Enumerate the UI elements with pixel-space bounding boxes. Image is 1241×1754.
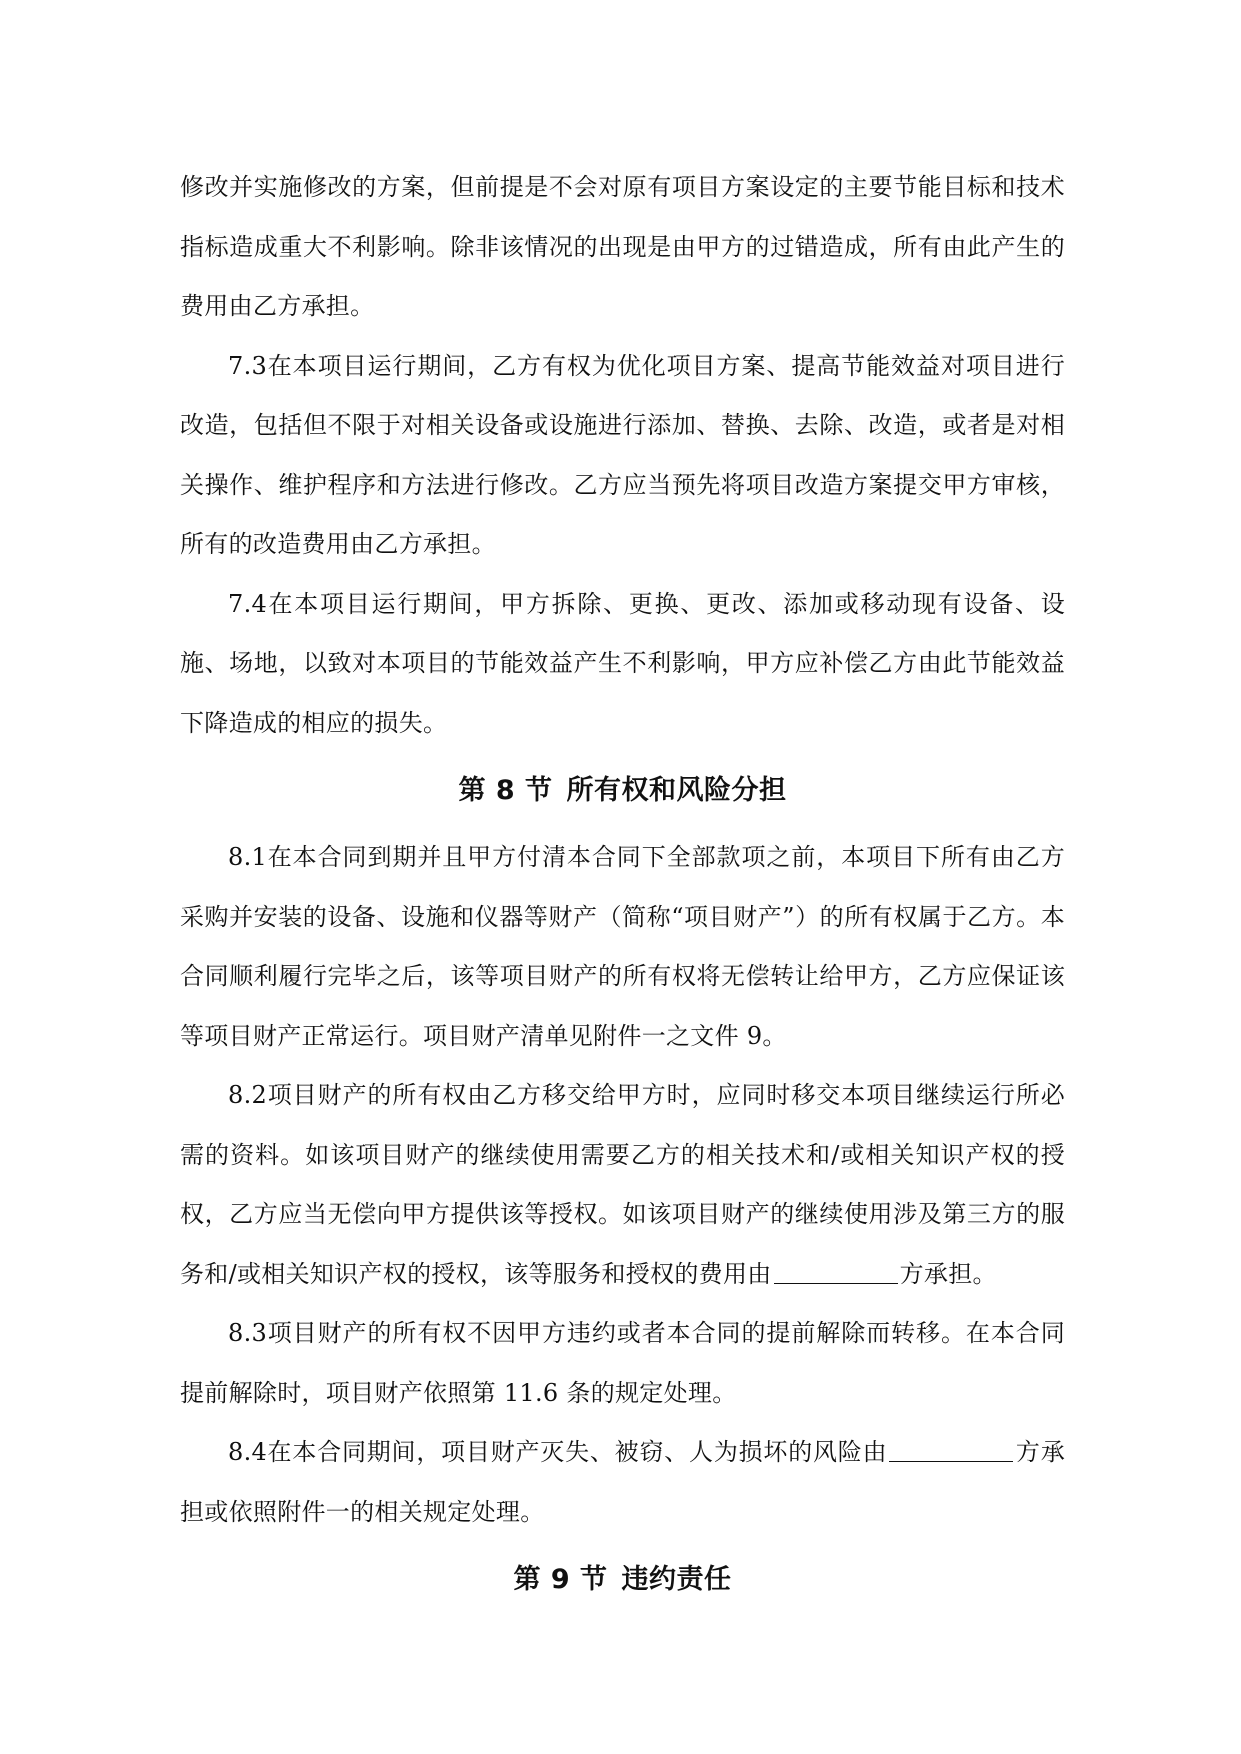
paragraph-7-3: 7.3在本项目运行期间，乙方有权为优化项目方案、提高节能效益对项目进行改造，包括但不限于对相关设备或设施进行添加、替换、去除、改造，或者是对相关操作、维护程序和方法进行修改。乙方应当预先将项目改造方案提交甲方审核，所有的改造费用由乙方承担。 [180, 351, 1065, 558]
document-page [180, 158, 1065, 1617]
paragraph-8-2-text: 8.2项目财产的所有权由乙方移交给甲方时，应同时移交本项目继续运行所必需的资料。如该项目财产的继续使用需要乙方的相关技术和/或相关知识产权的授权，乙方应当无偿向甲方提供该等授权。如该项目财产的继续使用涉及第三方的服务和/或相关知识产权的授权，该等服务和授权的费用由 [180, 1081, 1065, 1288]
paragraph-8-2-tail: 方承担。 [899, 1259, 997, 1288]
section-8-heading [180, 753, 1065, 828]
section-8-number: 第 8 节 [458, 775, 553, 806]
paragraph-7-4: 7.4在本项目运行期间，甲方拆除、更换、更改、添加或移动现有设备、设施、场地，以致对本项目的节能效益产生不利影响，甲方应补偿乙方由此节能效益下降造成的相应的损失。 [180, 589, 1065, 737]
paragraph-7-2-continued: 修改并实施修改的方案，但前提是不会对原有项目方案设定的主要节能目标和技术指标造成重大不利影响。除非该情况的出现是由甲方的过错造成，所有由此产生的费用由乙方承担。 [180, 173, 1065, 320]
paragraph-8-4-text: 8.4在本合同期间，项目财产灭失、被窃、人为损坏的风险由 [228, 1438, 888, 1466]
paragraph-8-3: 8.3项目财产的所有权不因甲方违约或者本合同的提前解除而转移。在本合同提前解除时，项目财产依照第 11.6 条的规定处理。 [180, 1319, 1065, 1407]
fill-in-blank[interactable] [774, 1261, 898, 1284]
paragraph-8-2 [180, 1066, 1065, 1304]
section-9-number: 第 9 节 [513, 1564, 608, 1595]
fill-in-blank[interactable] [889, 1439, 1013, 1462]
paragraph-8-4 [180, 1423, 1065, 1542]
paragraph-8-1: 8.1在本合同到期并且甲方付清本合同下全部款项之前，本项目下所有由乙方采购并安装的设备、设施和仪器等财产（简称“项目财产”）的所有权属于乙方。本合同顺利履行完毕之后，该等项目财产的所有权将无偿转让给甲方，乙方应保证该等项目财产正常运行。项目财产清单见附件一之文件 9。 [180, 843, 1065, 1050]
section-8-title: 所有权和风险分担 [566, 775, 787, 806]
paragraph-8-4-tail: 方承担或依照附件一的相关规定处理。 [180, 1438, 1065, 1526]
section-9-title: 违约责任 [621, 1564, 732, 1595]
section-9-heading [180, 1542, 1065, 1617]
